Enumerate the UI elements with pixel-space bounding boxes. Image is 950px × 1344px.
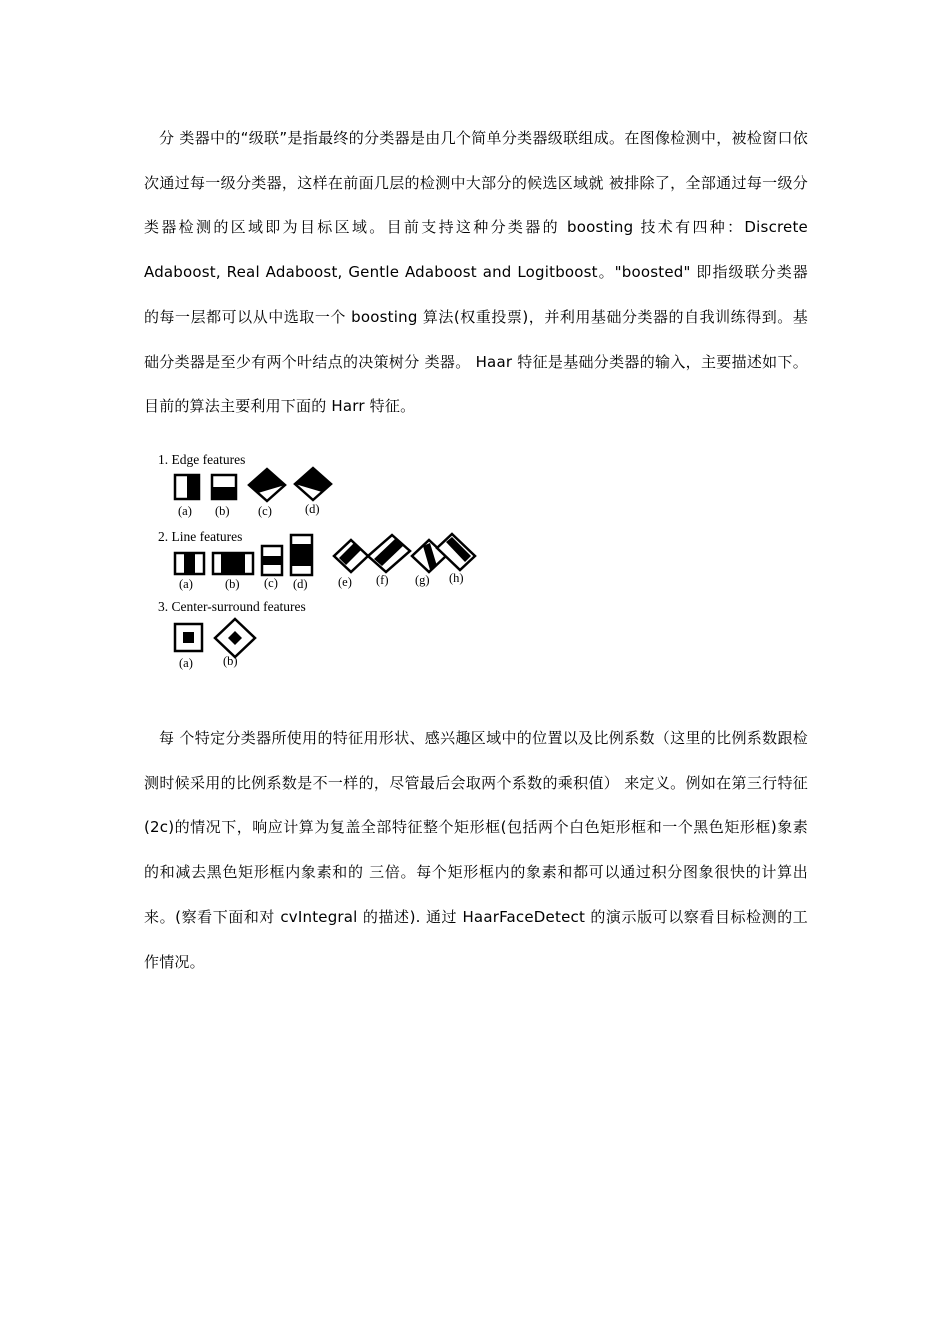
line-label-h: (h) <box>449 571 464 585</box>
line-features-heading: 2. Line features <box>158 529 243 544</box>
line-label-b: (b) <box>225 577 240 591</box>
line-label-e: (e) <box>338 575 352 589</box>
line-feature-f <box>368 535 410 572</box>
edge-feature-d <box>295 468 331 500</box>
edge-label-a: (a) <box>178 504 192 518</box>
line-label-c: (c) <box>264 576 278 590</box>
line-label-g: (g) <box>415 573 430 587</box>
haar-features-figure <box>150 446 490 676</box>
line-feature-a <box>175 553 204 574</box>
edge-features-heading: 1. Edge features <box>158 452 246 467</box>
line-feature-b <box>213 553 253 574</box>
line-feature-e <box>334 540 368 572</box>
line-label-a: (a) <box>179 577 193 591</box>
edge-label-b: (b) <box>215 504 230 518</box>
edge-feature-b <box>212 475 236 499</box>
paragraph-cascade-intro: 分 类器中的“级联”是指最终的分类器是由几个简单分类器级联组成。在图像检测中，被检窗口依次通过每一级分类器，这样在前面几层的检测中大部分的候选区域就 被排除了，全部通过每一级分类器检测的区域即为目标区域。目前支持这种分类器的 boosting 技术有四种：Discrete Adaboost, Real Adaboost, Gentle Adaboost and Logitboost。"boosted" 即指级联分类器的每一层都可以从中选取一个 boosting 算法(权重投票)，并利用基础分类器的自我训练得到。基础分类器是至少有两个叶结点的决策树分 类器。 Haar 特征是基础分类器的输入，主要描述如下。目前的算法主要利用下面的 Harr 特征。 <box>144 129 808 416</box>
edge-label-c: (c) <box>258 504 272 518</box>
line-feature-c <box>262 546 282 575</box>
center-surround-label-b: (b) <box>223 654 238 668</box>
center-surround-feature-b <box>215 619 255 657</box>
edge-feature-a <box>175 475 199 499</box>
center-surround-feature-a <box>175 624 202 651</box>
center-surround-heading: 3. Center-surround features <box>158 599 306 614</box>
line-label-f: (f) <box>376 573 389 587</box>
line-feature-h <box>437 534 475 570</box>
paragraph-feature-description: 每 个特定分类器所使用的特征用形状、感兴趣区域中的位置以及比例系数（这里的比例系数跟检测时候采用的比例系数是不一样的，尽管最后会取两个系数的乘积值） 来定义。例如在第三行特征(2c)的情况下，响应计算为复盖全部特征整个矩形框(包括两个白色矩形框和一个黑色矩形框)象素的和减去黑色矩形框内象素和的 三倍。每个矩形框内的象素和都可以通过积分图象很快的计算出来。(察看下面和对 cvIntegral 的描述). 通过 HaarFaceDetect 的演示版可以察看目标检测的工作情况。 <box>144 729 808 971</box>
center-surround-label-a: (a) <box>179 656 193 670</box>
edge-feature-c <box>249 469 285 501</box>
line-label-d: (d) <box>293 577 308 591</box>
edge-label-d: (d) <box>305 502 320 516</box>
line-feature-d <box>291 535 312 575</box>
